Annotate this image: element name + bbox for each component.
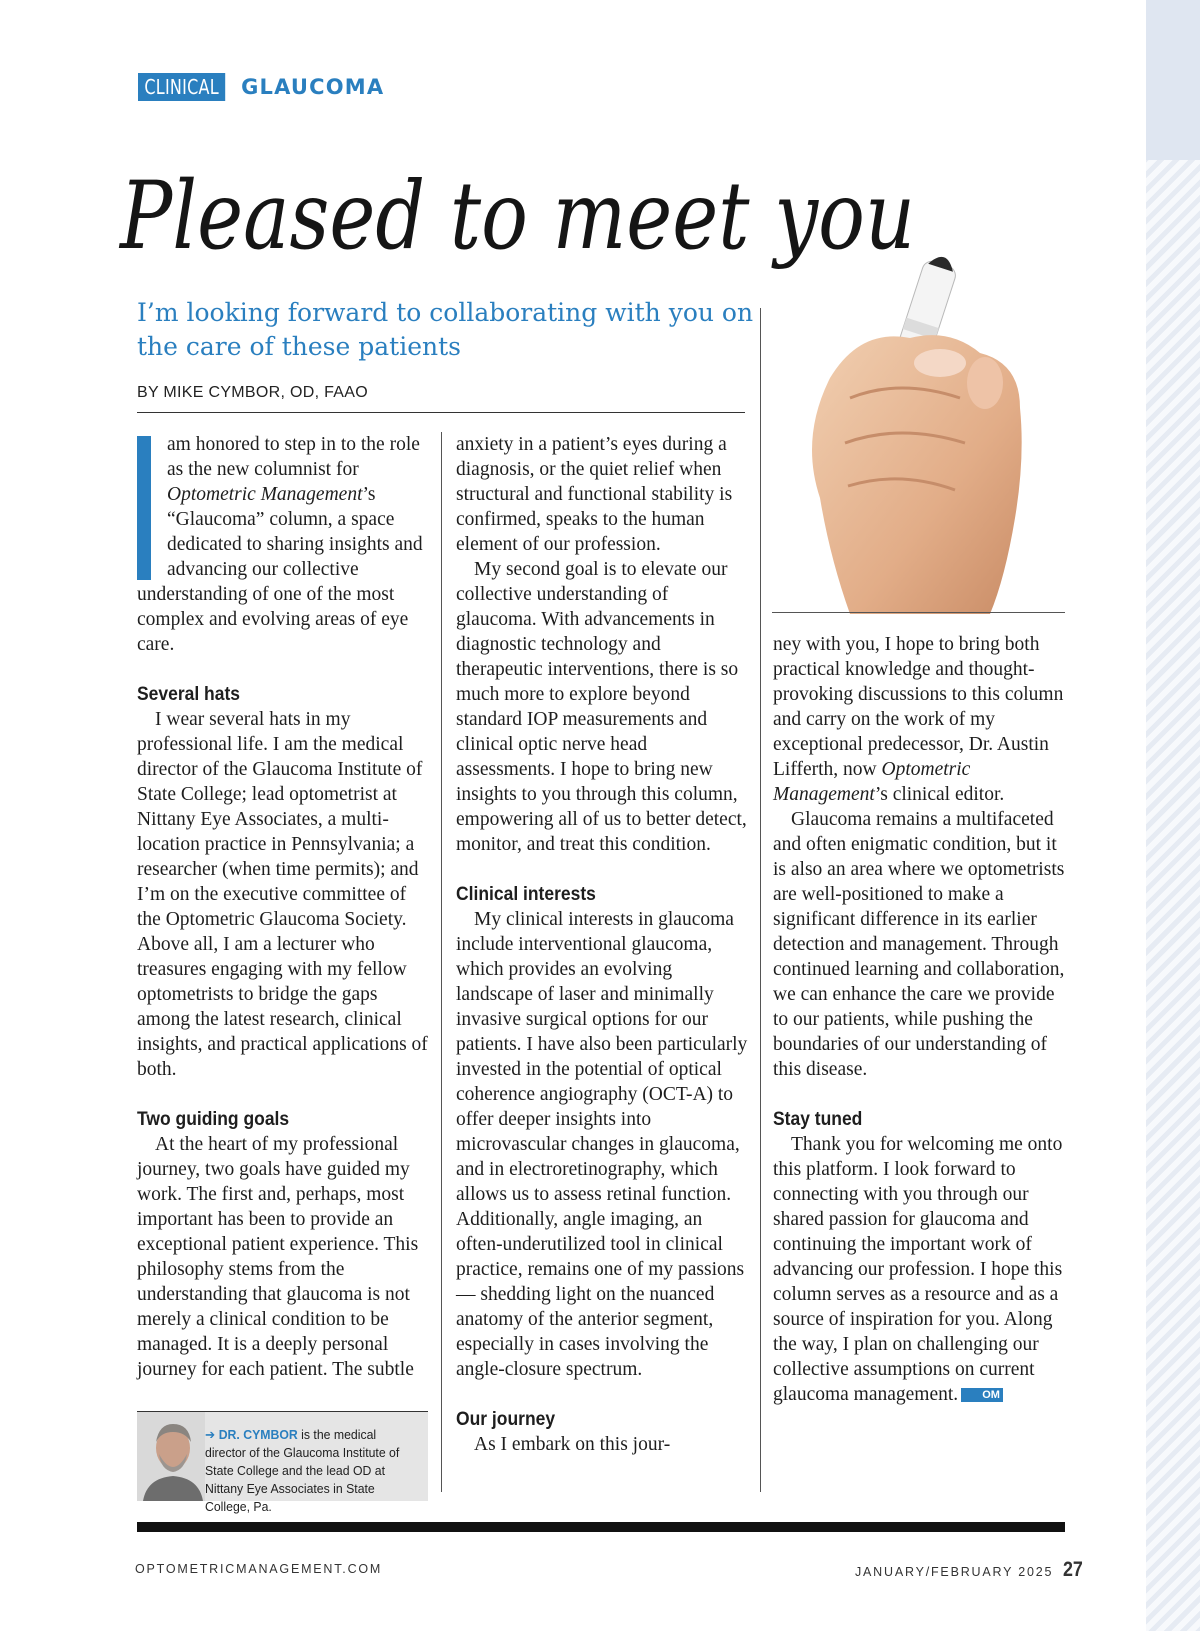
subhead-several-hats: Several hats xyxy=(137,684,241,705)
column-divider xyxy=(441,432,442,1492)
footer-website: OPTOMETRICMANAGEMENT.COM xyxy=(135,1562,383,1576)
article-column-3 xyxy=(773,632,1065,1407)
author-photo xyxy=(137,1412,205,1501)
paragraph-two-goals: At the heart of my professional journey, two goals have guided my work. The first and, perhaps, most important has been to provide an exceptional patient experience. This philosophy stems from the understanding that glaucoma is not merely a clinical condition to be managed. It is a deeply personal journey for each patient. The subtle xyxy=(137,1134,419,1380)
hand-with-marker-image xyxy=(790,258,1070,614)
paragraph-continued: anxiety in a patient’s eyes during a diagnosis, or the quiet relief when structural and functional stability is confirmed, speaks to the human element of our profession. xyxy=(456,434,733,555)
author-bio-text: ➔ DR. CYMBOR is the medical director of the Glaucoma Institute of State College and the lead OD at Nittany Eye Associates in State College, Pa. xyxy=(205,1427,400,1514)
end-mark-badge: OM xyxy=(961,1388,1003,1402)
paragraph-second-goal: My second goal is to elevate our collective understanding of glaucoma. With advancements in diagnostic technology and therapeutic interventions, there is so much more to explore beyond standard IOP measurements and clinical optic nerve head assessments. I hope to bring new insights to you through this column, empowering all of us to better detect, monitor, and treat this condition. xyxy=(456,559,747,855)
footer-folio xyxy=(855,1558,1087,1582)
paragraph-glaucoma-remains: Glaucoma remains a multifaceted and often enigmatic condition, but it is also an area where we optometrists are well-positioned to make a significant difference in its earlier detection and management. Through continued learning and collaboration, we can enhance the care we provide to our patients, while pushing the boundaries of our understanding of this disease. xyxy=(773,809,1065,1080)
decorative-edge-band xyxy=(1146,0,1200,160)
paragraph-stay-tuned: Thank you for welcoming me onto this platform. I look forward to connecting with you through our shared passion for glaucoma and continuing the important work of advancing our profession. I hope this column serves as a resource and as a source of inspiration for you. Along the way, I plan on challenging our collective assumptions on current glaucoma management. OM xyxy=(773,1134,1063,1405)
paragraph-clinical-interests: My clinical interests in glaucoma include interventional glaucoma, which provides an evolving landscape of laser and minimally invasive surgical options for our patients. I have also been particularly invested in the potential of optical coherence angiography (OCT-A) to offer deeper insights into microvascular changes in glaucoma, and in electroretinography, which allows us to assess retinal function. Additionally, angle imaging, an often-underutilized tool in clinical practice, remains one of my passions — shedding light on the nuanced anatomy of the anterior segment, especially in cases involving the angle-closure spectrum. xyxy=(456,909,748,1380)
section-tag-clinical: CLINICAL xyxy=(138,73,225,101)
column-divider xyxy=(760,308,761,1492)
section-header xyxy=(138,73,384,101)
section-title: GLAUCOMA xyxy=(241,75,385,99)
byline-divider xyxy=(137,412,745,413)
byline: BY MIKE CYMBOR, OD, FAAO xyxy=(137,384,368,401)
paragraph-journey-continued: ney with you, I hope to bring both practical knowledge and thought-provoking discussions to this column and carry on the work of my exceptional predecessor, Dr. Austin Lifferth, now Optometric Management’s clinical editor. xyxy=(773,634,1064,805)
headline-text: Pleased to meet you xyxy=(118,162,915,271)
article-column-1 xyxy=(137,432,429,1382)
article-column-2 xyxy=(456,432,748,1457)
decorative-edge-stripe xyxy=(1146,0,1200,1631)
article-deck: I’m looking forward to collaborating with you on the care of these patients xyxy=(137,298,754,361)
issue-date: JANUARY/FEBRUARY 2025 xyxy=(855,1565,1054,1579)
drop-cap-bar xyxy=(137,436,151,580)
publication-name: Optometric Management xyxy=(773,759,971,805)
subhead-two-goals: Two guiding goals xyxy=(137,1109,290,1130)
footer-rule xyxy=(137,1522,1065,1532)
arrow-icon: ➔ xyxy=(205,1427,216,1442)
subhead-stay-tuned: Stay tuned xyxy=(773,1109,863,1130)
author-name: DR. CYMBOR xyxy=(218,1427,298,1442)
author-bio-box xyxy=(137,1411,428,1514)
paragraph-our-journey: As I embark on this jour- xyxy=(474,1434,671,1455)
publication-name: Optometric Management xyxy=(167,484,363,505)
subhead-clinical-interests: Clinical interests xyxy=(456,884,596,905)
page-number: 27 xyxy=(1063,1558,1084,1581)
paragraph-several-hats: I wear several hats in my professional life. I am the medical director of the Glaucoma Institute of State College; lead optometrist at Nittany Eye Associates, a multi-location practice in Pennsylvania; a researcher (when time permits); and I’m on the executive committee of the Optometric Glaucoma Society. Above all, I am a lecturer who treasures engaging with my fellow optometrists to bridge the gaps among the latest research, clinical insights, and practical applications of both. xyxy=(137,709,428,1080)
subhead-our-journey: Our journey xyxy=(456,1409,556,1430)
image-divider xyxy=(772,612,1065,613)
intro-paragraph: am honored to step in to the role as the new columnist for Optometric Management’s “Glaucoma” column, a space dedicated to sharing insights and advancing our collective understanding of one of the most complex and evolving areas of eye care. xyxy=(137,434,423,655)
